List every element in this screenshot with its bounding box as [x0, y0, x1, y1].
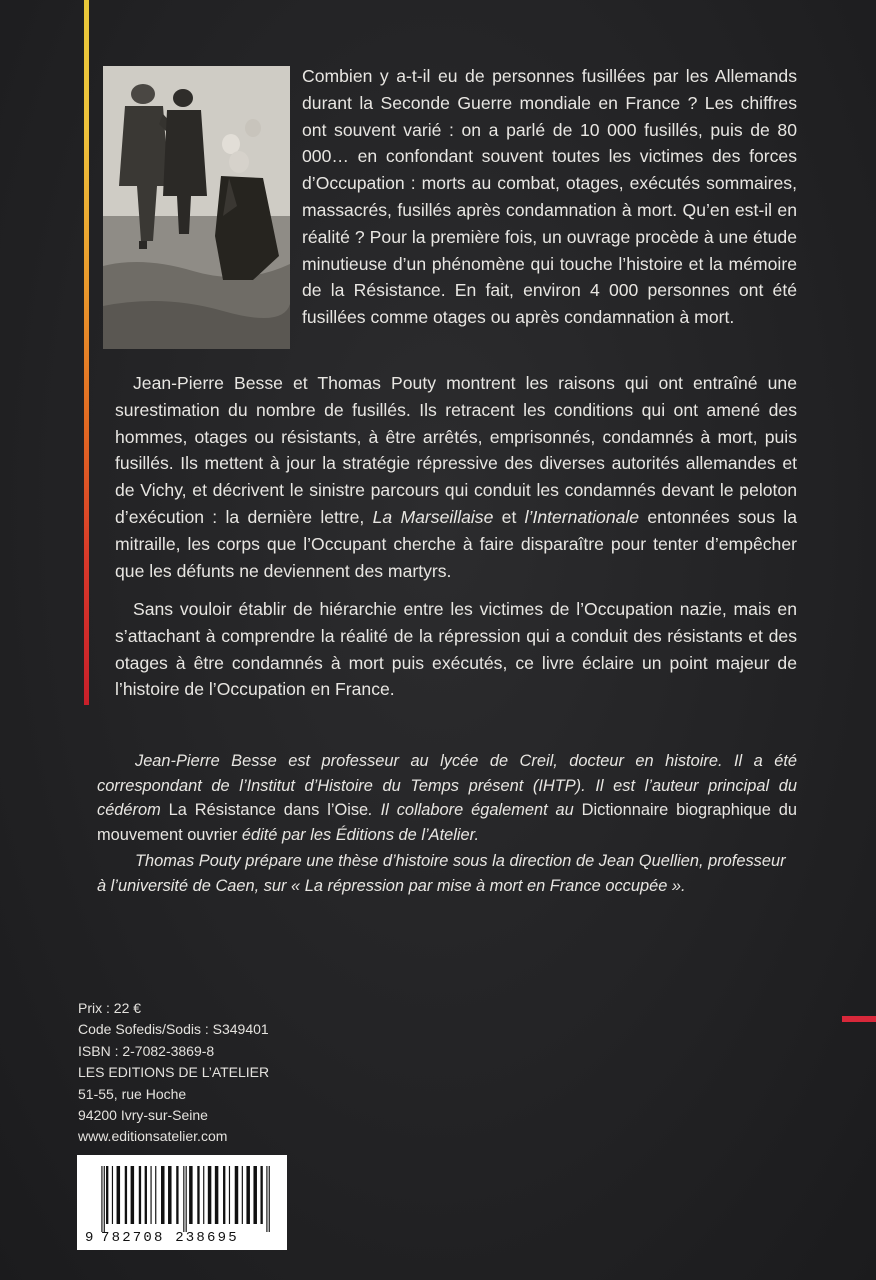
publisher-street: 51-55, rue Hoche	[78, 1085, 187, 1102]
barcode-bar	[101, 1166, 102, 1232]
bio-1-text-2: . Il collabore également au	[368, 801, 582, 820]
edge-marker	[842, 1016, 876, 1022]
barcode-bar	[242, 1166, 243, 1224]
barcode-bars	[99, 1166, 275, 1232]
bio-1-dictionary-title: Dictionnaire biographique du mouvement ouvrier	[97, 801, 798, 844]
publisher-city: 94200 Ivry-sur-Seine	[78, 1107, 208, 1124]
barcode-bar	[104, 1166, 105, 1232]
barcode-bar	[266, 1166, 267, 1232]
price: Prix : 22 €	[78, 1000, 142, 1016]
photo-illustration	[103, 66, 290, 349]
barcode-bar	[197, 1166, 199, 1224]
accent-color-bar	[84, 0, 89, 705]
barcode-bar	[176, 1166, 178, 1224]
barcode-bar	[125, 1166, 127, 1224]
barcode-bar	[215, 1166, 219, 1224]
title-internationale: l’Internationale	[524, 506, 640, 527]
barcode-bar	[223, 1166, 225, 1224]
paragraph-authors-text-1: Jean-Pierre Besse et Thomas Pouty montrent les raisons qui ont entraîné une surestimation du nombre de fusillés. Ils retracent les conditions qui ont amené des hommes, otages ou résistants, à être arrêtés, emprisonnés, condamnés à mort, puis fusillés. Ils mettent à jour la stratégie répressive des diverses autorités allemandes et de Vichy, et décrivent le sinistre parcours qui conduit les condamnés devant le peloton d’exécution : la dernière lettre,	[115, 373, 797, 527]
distribution-code: Code Sofedis/Sodis : S349401	[78, 1021, 269, 1038]
title-la-marseillaise: La Marseillaise	[372, 506, 494, 527]
paragraph-authors-text-3: entonnées sous la mitraille, les corps que l’Occupant cherche à faire disparaître pour tenter d’empêcher que les défunts ne deviennent des martyrs.	[115, 506, 797, 581]
barcode-bar	[269, 1166, 270, 1232]
barcode-bar	[117, 1166, 121, 1224]
lede-paragraph: Combien y a-t-il eu de personnes fusillées par les Allemands durant la Seconde Guerre mondiale en France ? Les chiffres ont souvent varié : on a parlé de 10 000 fusillés, puis de 80 000… en confondant souvent toutes les victimes des forces d’Occupation : morts au combat, otages, exécutés sommaires, massacrés, fusillés après condamnation à mort. Qu’en est-il en réalité ? Pour la première fois, un ouvrage procède à une étude minutieuse d’un phénomène qui touche l’histoire et la mémoire de la Résistance. En fait, environ 4 000 personnes ont été fusillées comme otages ou après condamnation à mort.	[302, 66, 797, 328]
bio-thomas-pouty	[97, 849, 797, 898]
archival-photo-execution	[103, 66, 290, 349]
barcode-bar	[145, 1166, 147, 1224]
barcode-bar	[208, 1166, 212, 1224]
bio-2-text: Thomas Pouty prépare une thèse d’histoire sous la direction de Jean Quellien, professeur à l’université de Caen, sur « La répression par mise à mort en France occupée ».	[97, 852, 786, 895]
barcode-bar	[183, 1166, 184, 1232]
paragraph-authors	[115, 370, 797, 584]
bio-1-text-3: édité par les Éditions de l’Atelier.	[237, 825, 480, 844]
barcode-bar	[186, 1166, 187, 1232]
barcode-bar	[189, 1166, 193, 1224]
barcode-bar	[253, 1166, 257, 1224]
barcode-rest-digits: 782708 238695	[101, 1230, 239, 1246]
barcode-bar	[139, 1166, 141, 1224]
bio-1-text-1: Jean-Pierre Besse est professeur au lycée de Creil, docteur en histoire. Il a été correspondant de l’Institut d’Histoire du Temps présent (IHTP). Il est l’auteur principal du cédérom	[97, 752, 797, 820]
barcode	[77, 1155, 287, 1250]
barcode-bar	[112, 1166, 113, 1224]
publisher-name: LES EDITIONS DE L’ATELIER	[78, 1064, 270, 1081]
barcode-bar	[229, 1166, 230, 1224]
paragraph-authors-text-2: et	[493, 506, 525, 527]
barcode-bar	[235, 1166, 239, 1224]
barcode-bar	[106, 1166, 108, 1224]
barcode-first-digit: 9	[85, 1230, 96, 1246]
barcode-bar	[150, 1166, 151, 1224]
barcode-bar	[161, 1166, 165, 1224]
barcode-bar	[131, 1166, 135, 1224]
barcode-bar	[155, 1166, 156, 1224]
isbn: ISBN : 2-7082-3869-8	[78, 1042, 215, 1059]
barcode-bar	[168, 1166, 172, 1224]
publisher-website: www.editionsatelier.com	[78, 1128, 228, 1145]
barcode-bar	[203, 1166, 204, 1224]
barcode-bar	[246, 1166, 250, 1224]
barcode-bar	[260, 1166, 262, 1224]
paragraph-conclusion: Sans vouloir établir de hiérarchie entre les victimes de l’Occupation nazie, mais en s’attachant à comprendre la réalité de la répression qui a conduit des résistants et des otages à être condamnés à mort puis exécutés, ce livre éclaire un point majeur de l’histoire de l’Occupation en France.	[115, 599, 797, 700]
bio-jean-pierre-besse	[97, 749, 797, 847]
bio-1-cdrom-title: La Résistance dans l’Oise	[168, 801, 369, 820]
publisher-info	[78, 998, 269, 1148]
